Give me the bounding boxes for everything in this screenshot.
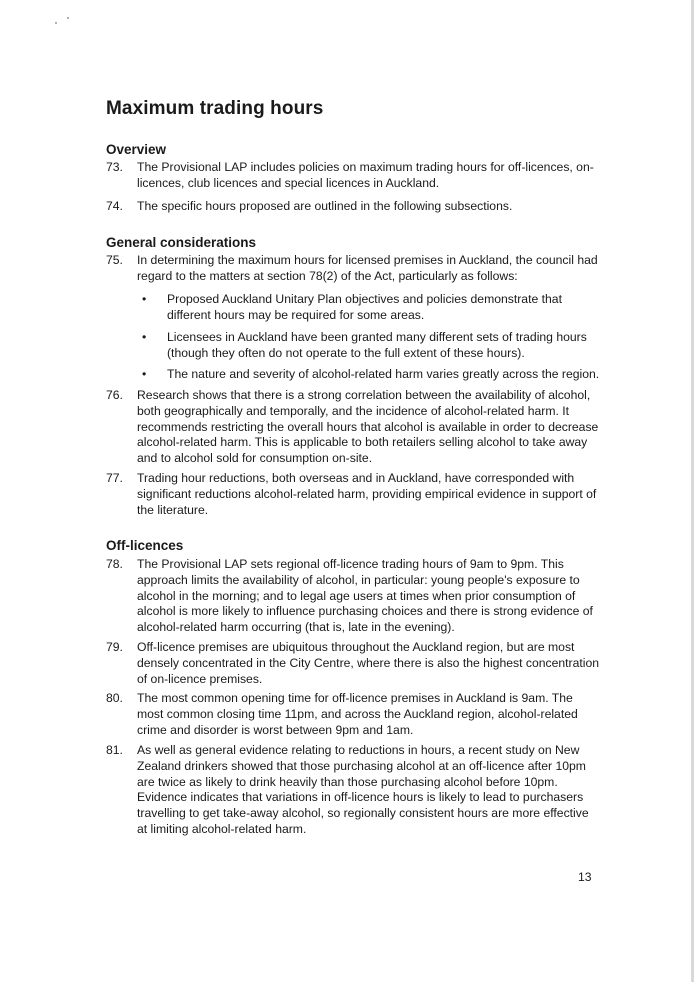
bullet-icon: • bbox=[142, 292, 147, 306]
section-heading-overview: Overview bbox=[106, 142, 167, 157]
paragraph-76 bbox=[106, 388, 600, 467]
paragraph-text: Trading hour reductions, both overseas and in Auckland, have corresponded with significant reductions alcohol-related harm, providing empirical evidence in support of the literature. bbox=[137, 471, 597, 517]
paragraph-74 bbox=[106, 199, 600, 215]
bullet-text: Licensees in Auckland have been granted many different sets of trading hours (though they often do not operate to the full extent of these hours). bbox=[167, 330, 587, 360]
paragraph-text: The Provisional LAP includes policies on maximum trading hours for off-licences, on-licences, club licences and special licences in Auckland. bbox=[137, 160, 594, 190]
paragraph-79 bbox=[106, 640, 600, 687]
paragraph-number: 81. bbox=[106, 743, 123, 757]
paragraph-text: The Provisional LAP sets regional off-licence trading hours of 9am to 9pm. This approach limits the availability of alcohol, in particular: young people's exposure to alcohol in the morning; and to legal age users at times when prior consumption of alcohol is more likely to influence purchasing choices and there is strong evidence of alcohol-related harm occurring (that is, late in the evening). bbox=[137, 557, 593, 635]
paragraph-number: 75. bbox=[106, 253, 123, 267]
paragraph-text: The specific hours proposed are outlined in the following subsections. bbox=[137, 199, 513, 213]
bullet-text: Proposed Auckland Unitary Plan objectives and policies demonstrate that different hours may be required for some areas. bbox=[167, 292, 562, 322]
bullet-icon: • bbox=[142, 367, 147, 381]
paragraph-78 bbox=[106, 557, 600, 636]
paragraph-text: In determining the maximum hours for licensed premises in Auckland, the council had regard to the matters at section 78(2) of the Act, particularly as follows: bbox=[137, 253, 598, 283]
bullet-icon: • bbox=[142, 330, 147, 344]
paragraph-number: 76. bbox=[106, 388, 123, 402]
paragraph-text: As well as general evidence relating to reductions in hours, a recent study on New Zealand drinkers showed that those purchasing alcohol at an off-licence after 10pm are twice as likely to drink heavily than those purchasing alcohol before 10pm. Evidence indicates that variations in off-licence hours is likely to lead to purchasers travelling to get take-away alcohol, so regionally consistent hours are more effective at limiting alcohol-related harm. bbox=[137, 743, 589, 836]
paragraph-81 bbox=[106, 743, 600, 838]
section-heading-general: General considerations bbox=[106, 235, 257, 250]
paragraph-number: 77. bbox=[106, 471, 123, 485]
paragraph-number: 74. bbox=[106, 199, 123, 213]
paragraph-number: 78. bbox=[106, 557, 123, 571]
paragraph-text: Off-licence premises are ubiquitous throughout the Auckland region, but are most densely concentrated in the City Centre, where there is also the highest concentration of on-licence premises. bbox=[137, 640, 600, 686]
bullet-item bbox=[141, 367, 601, 383]
page-title: Maximum trading hours bbox=[106, 98, 324, 119]
paragraph-number: 79. bbox=[106, 640, 123, 654]
section-heading-off-licences: Off-licences bbox=[106, 538, 184, 553]
paragraph-80 bbox=[106, 691, 600, 738]
bullet-item bbox=[141, 292, 601, 324]
paragraph-text: Research shows that there is a strong correlation between the availability of alcohol, both geographically and temporally, and the incidence of alcohol-related harm. It recommends restricting the overall hours that alcohol is available in order to decrease alcohol-related harm. This is applicable to both retailers selling alcohol to take away and to alcohol sold for consumption on-site. bbox=[137, 388, 599, 466]
paragraph-77 bbox=[106, 471, 600, 518]
paragraph-number: 80. bbox=[106, 691, 123, 705]
paragraph-text: The most common opening time for off-licence premises in Auckland is 9am. The most common closing time 11pm, and across the Auckland region, alcohol-related crime and disorder is worst between 9pm and 1am. bbox=[137, 691, 578, 737]
page-number: 13 bbox=[578, 870, 592, 884]
bullet-item bbox=[141, 330, 601, 362]
paragraph-73 bbox=[106, 160, 600, 192]
paragraph-75 bbox=[106, 253, 600, 285]
scan-speck bbox=[67, 17, 69, 19]
scan-speck bbox=[55, 22, 57, 24]
bullet-text: The nature and severity of alcohol-related harm varies greatly across the region. bbox=[167, 367, 600, 381]
paragraph-number: 73. bbox=[106, 160, 123, 174]
